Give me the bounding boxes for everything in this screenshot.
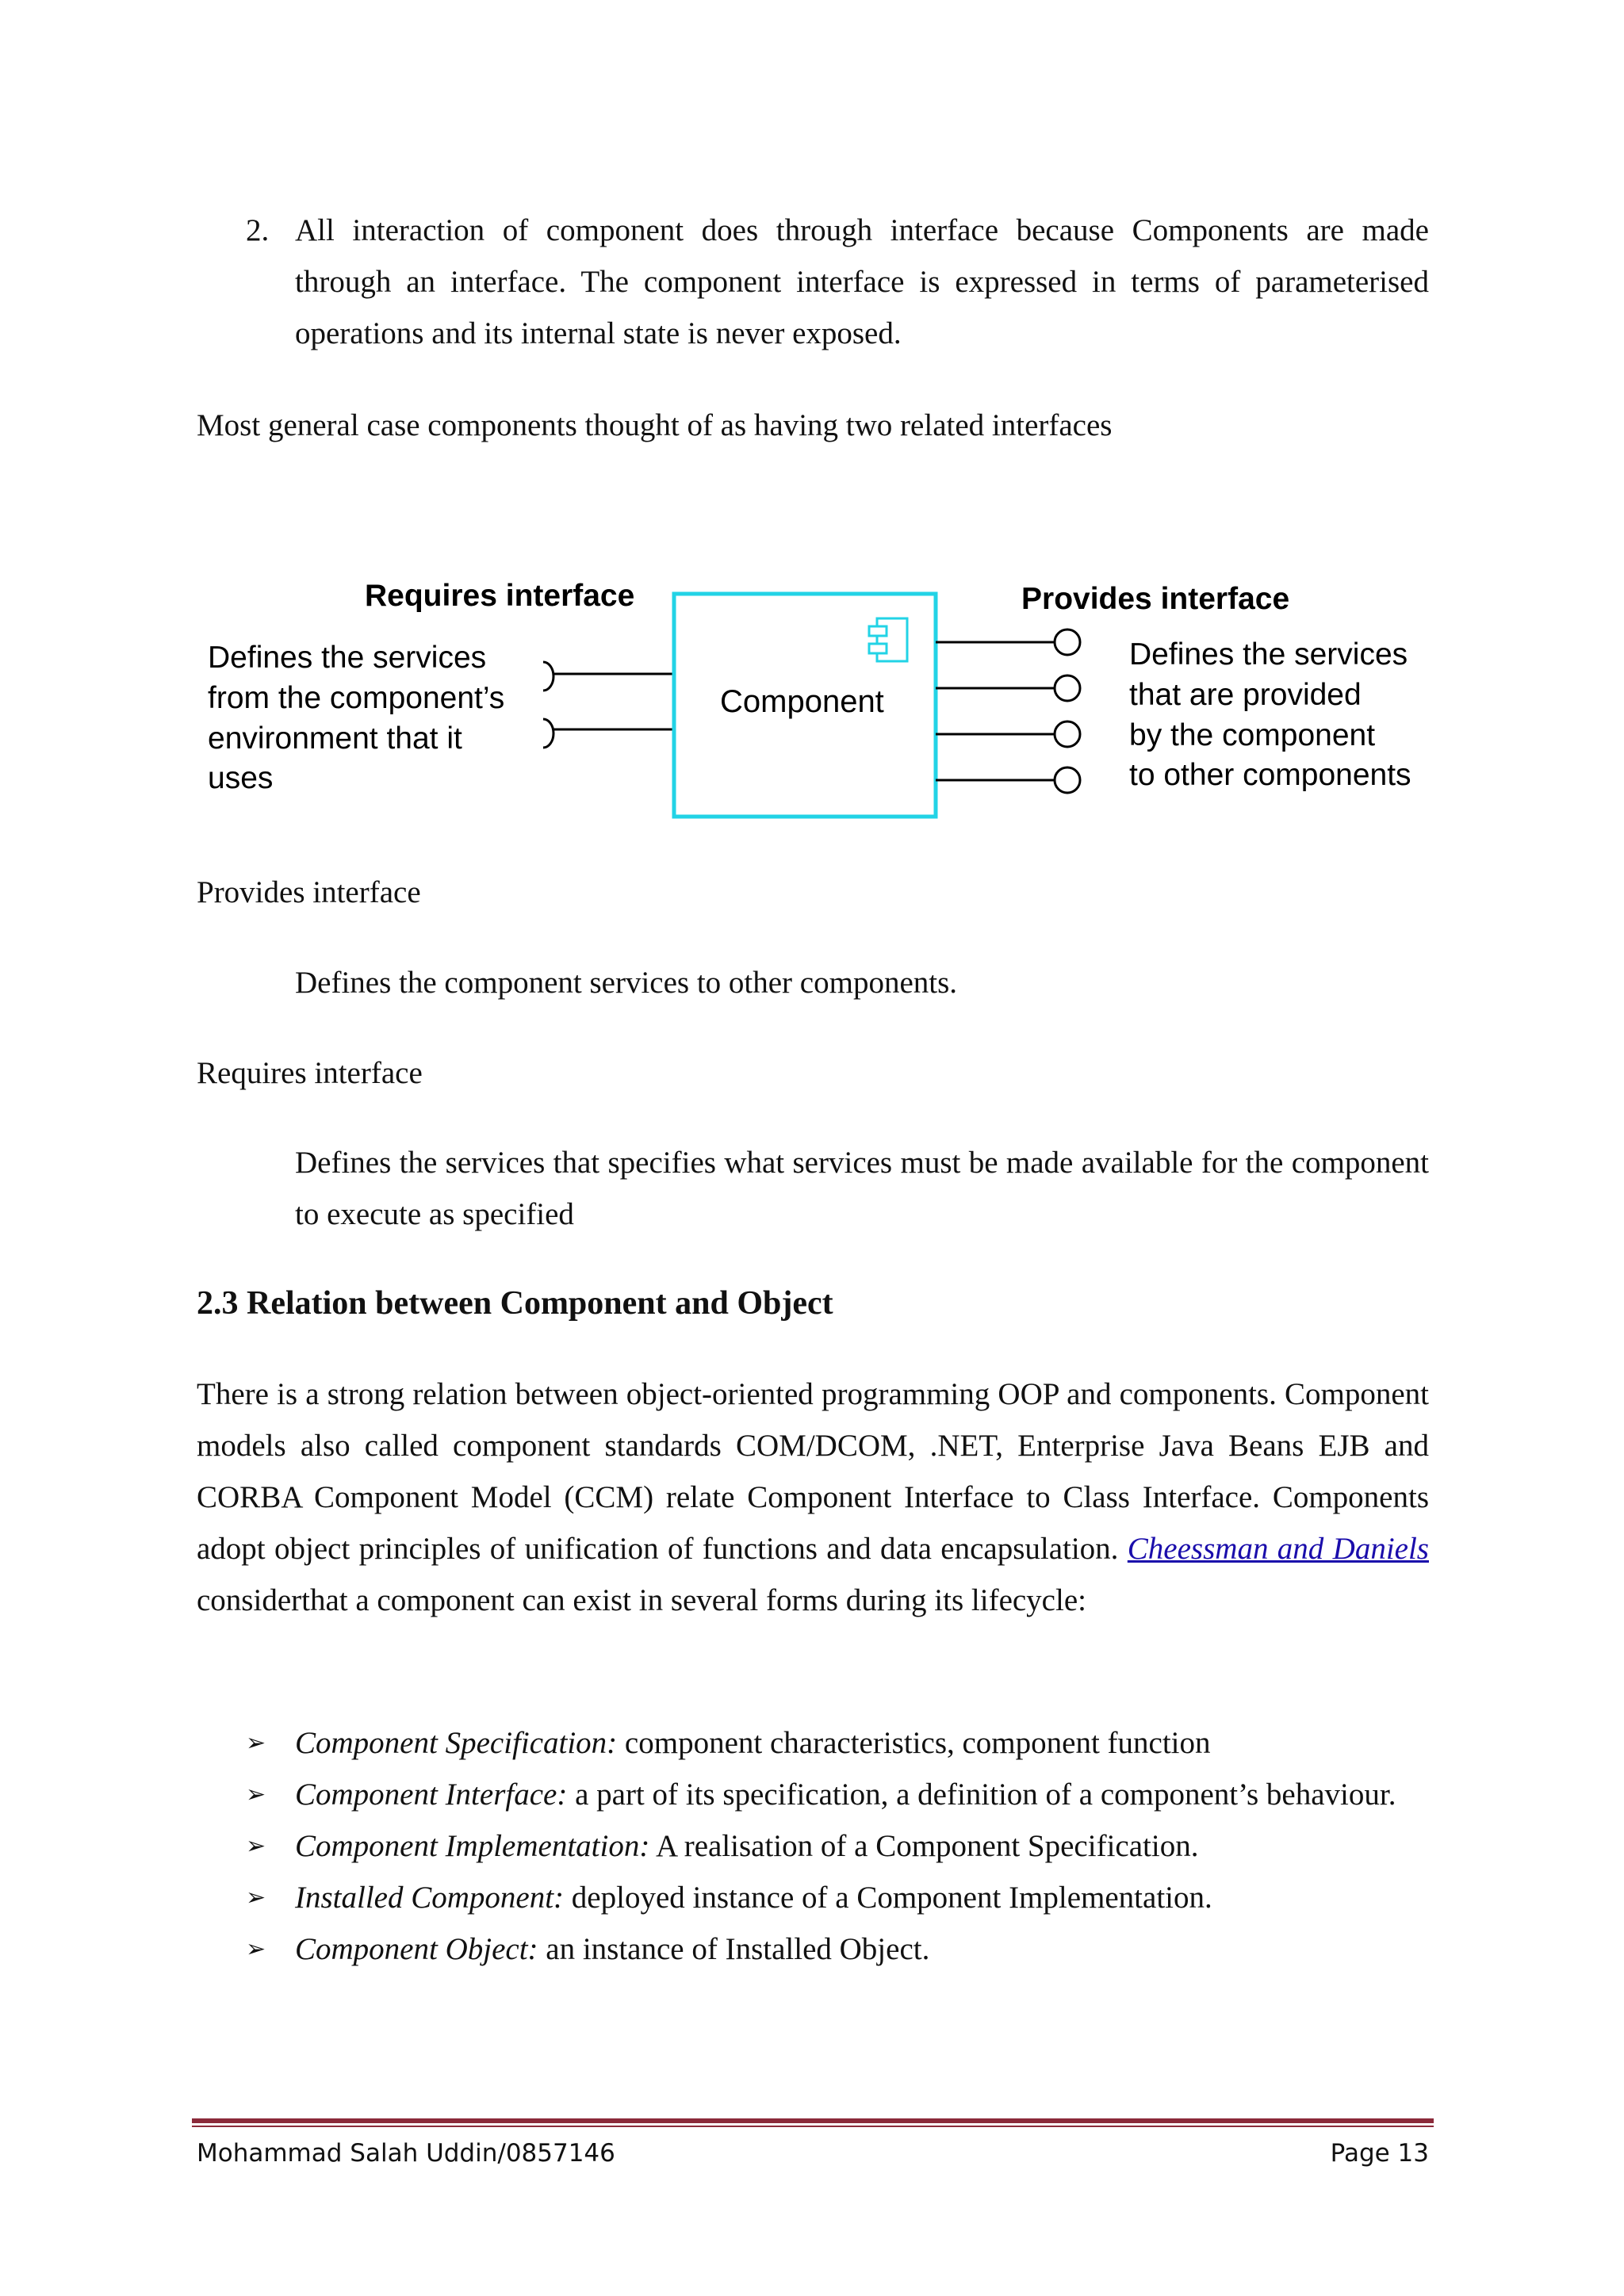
section-heading: 2.3 Relation between Component and Object bbox=[197, 1285, 833, 1322]
arrow-bullet-icon: ➢ bbox=[246, 1884, 266, 1911]
list-item bbox=[246, 1717, 1429, 1769]
component-label: Component bbox=[720, 684, 884, 719]
bullet-term: Component Implementation: bbox=[295, 1829, 650, 1863]
arrow-bullet-icon: ➢ bbox=[246, 1832, 266, 1860]
list-number: 2. bbox=[246, 213, 270, 247]
requires-desc-line-3: environment that it bbox=[208, 721, 462, 756]
list-item bbox=[246, 1872, 1429, 1923]
provides-desc-line-3: by the component bbox=[1129, 718, 1376, 752]
footer-author: Mohammad Salah Uddin/0857146 bbox=[197, 2139, 615, 2168]
bullet-term: Component Interface: bbox=[295, 1777, 568, 1812]
cheessman-daniels-link[interactable]: Cheessman and Daniels bbox=[1127, 1532, 1429, 1566]
relation-text-before: There is a strong relation between object-oriented programming OOP and components. Component models also called component standards COM/DCOM, .NET, Enterprise Java Beans EJB and CORBA Component Model (CCM) relate Component Interface to Class Interface. Components adopt object principles of unification of functions and data encapsulation. bbox=[197, 1377, 1429, 1566]
provides-desc-line-1: Defines the services bbox=[1129, 637, 1408, 672]
requires-desc-line-2: from the component’s bbox=[208, 681, 505, 715]
list-item bbox=[246, 1923, 1429, 1975]
bullet-term: Component Object: bbox=[295, 1932, 538, 1966]
relation-paragraph bbox=[197, 1368, 1429, 1626]
bullet-desc: component characteristics, component function bbox=[617, 1726, 1211, 1760]
requires-interface-desc: Defines the services that specifies what services must be made available for the component to execute as specified bbox=[295, 1146, 1429, 1231]
bullet-desc: an instance of Installed Object. bbox=[538, 1932, 930, 1966]
list-item bbox=[246, 1769, 1429, 1820]
provides-desc-line-2: that are provided bbox=[1129, 678, 1362, 712]
provides-interface-title: Provides interface bbox=[1021, 582, 1290, 616]
requires-desc-line-4: uses bbox=[208, 761, 274, 795]
list-item bbox=[246, 1820, 1429, 1872]
footer-divider-thin bbox=[192, 2126, 1434, 2127]
bullet-desc: A realisation of a Component Specification. bbox=[649, 1829, 1199, 1863]
arrow-bullet-icon: ➢ bbox=[246, 1935, 266, 1963]
page-number: Page 13 bbox=[1330, 2139, 1429, 2168]
footer-divider bbox=[192, 2118, 1434, 2123]
provides-desc-line-4: to other components bbox=[1129, 758, 1411, 792]
bullet-desc: a part of its specification, a definition of a component’s behaviour. bbox=[567, 1777, 1396, 1812]
provides-interface-desc: Defines the component services to other components. bbox=[295, 966, 958, 1000]
required-socket-1 bbox=[543, 662, 553, 691]
component-interface-diagram bbox=[197, 555, 1450, 825]
provides-interface-title: Provides interface bbox=[197, 875, 421, 909]
bullet-term: Installed Component: bbox=[295, 1881, 565, 1915]
requires-desc-line-1: Defines the services bbox=[208, 641, 487, 675]
relation-text-after: considerthat a component can exist in several forms during its lifecycle: bbox=[197, 1583, 1086, 1617]
bullet-desc: deployed instance of a Component Implementation. bbox=[564, 1881, 1212, 1915]
bullet-term: Component Specification: bbox=[295, 1726, 618, 1760]
provided-lollipops bbox=[936, 629, 1080, 793]
requires-interface-title: Requires interface bbox=[197, 1056, 423, 1090]
arrow-bullet-icon: ➢ bbox=[246, 1781, 266, 1808]
arrow-bullet-icon: ➢ bbox=[246, 1729, 266, 1757]
list-item-text: All interaction of component does through interface because Components are made through an interface. The component interface is expressed in terms of parameterised operations and its internal state is never exposed. bbox=[295, 213, 1429, 350]
lifecycle-forms-list bbox=[246, 1717, 1429, 1975]
intro-paragraph: Most general case components thought of as having two related interfaces bbox=[197, 408, 1113, 442]
requires-interface-title: Requires interface bbox=[365, 579, 635, 613]
required-socket-2 bbox=[543, 719, 553, 748]
